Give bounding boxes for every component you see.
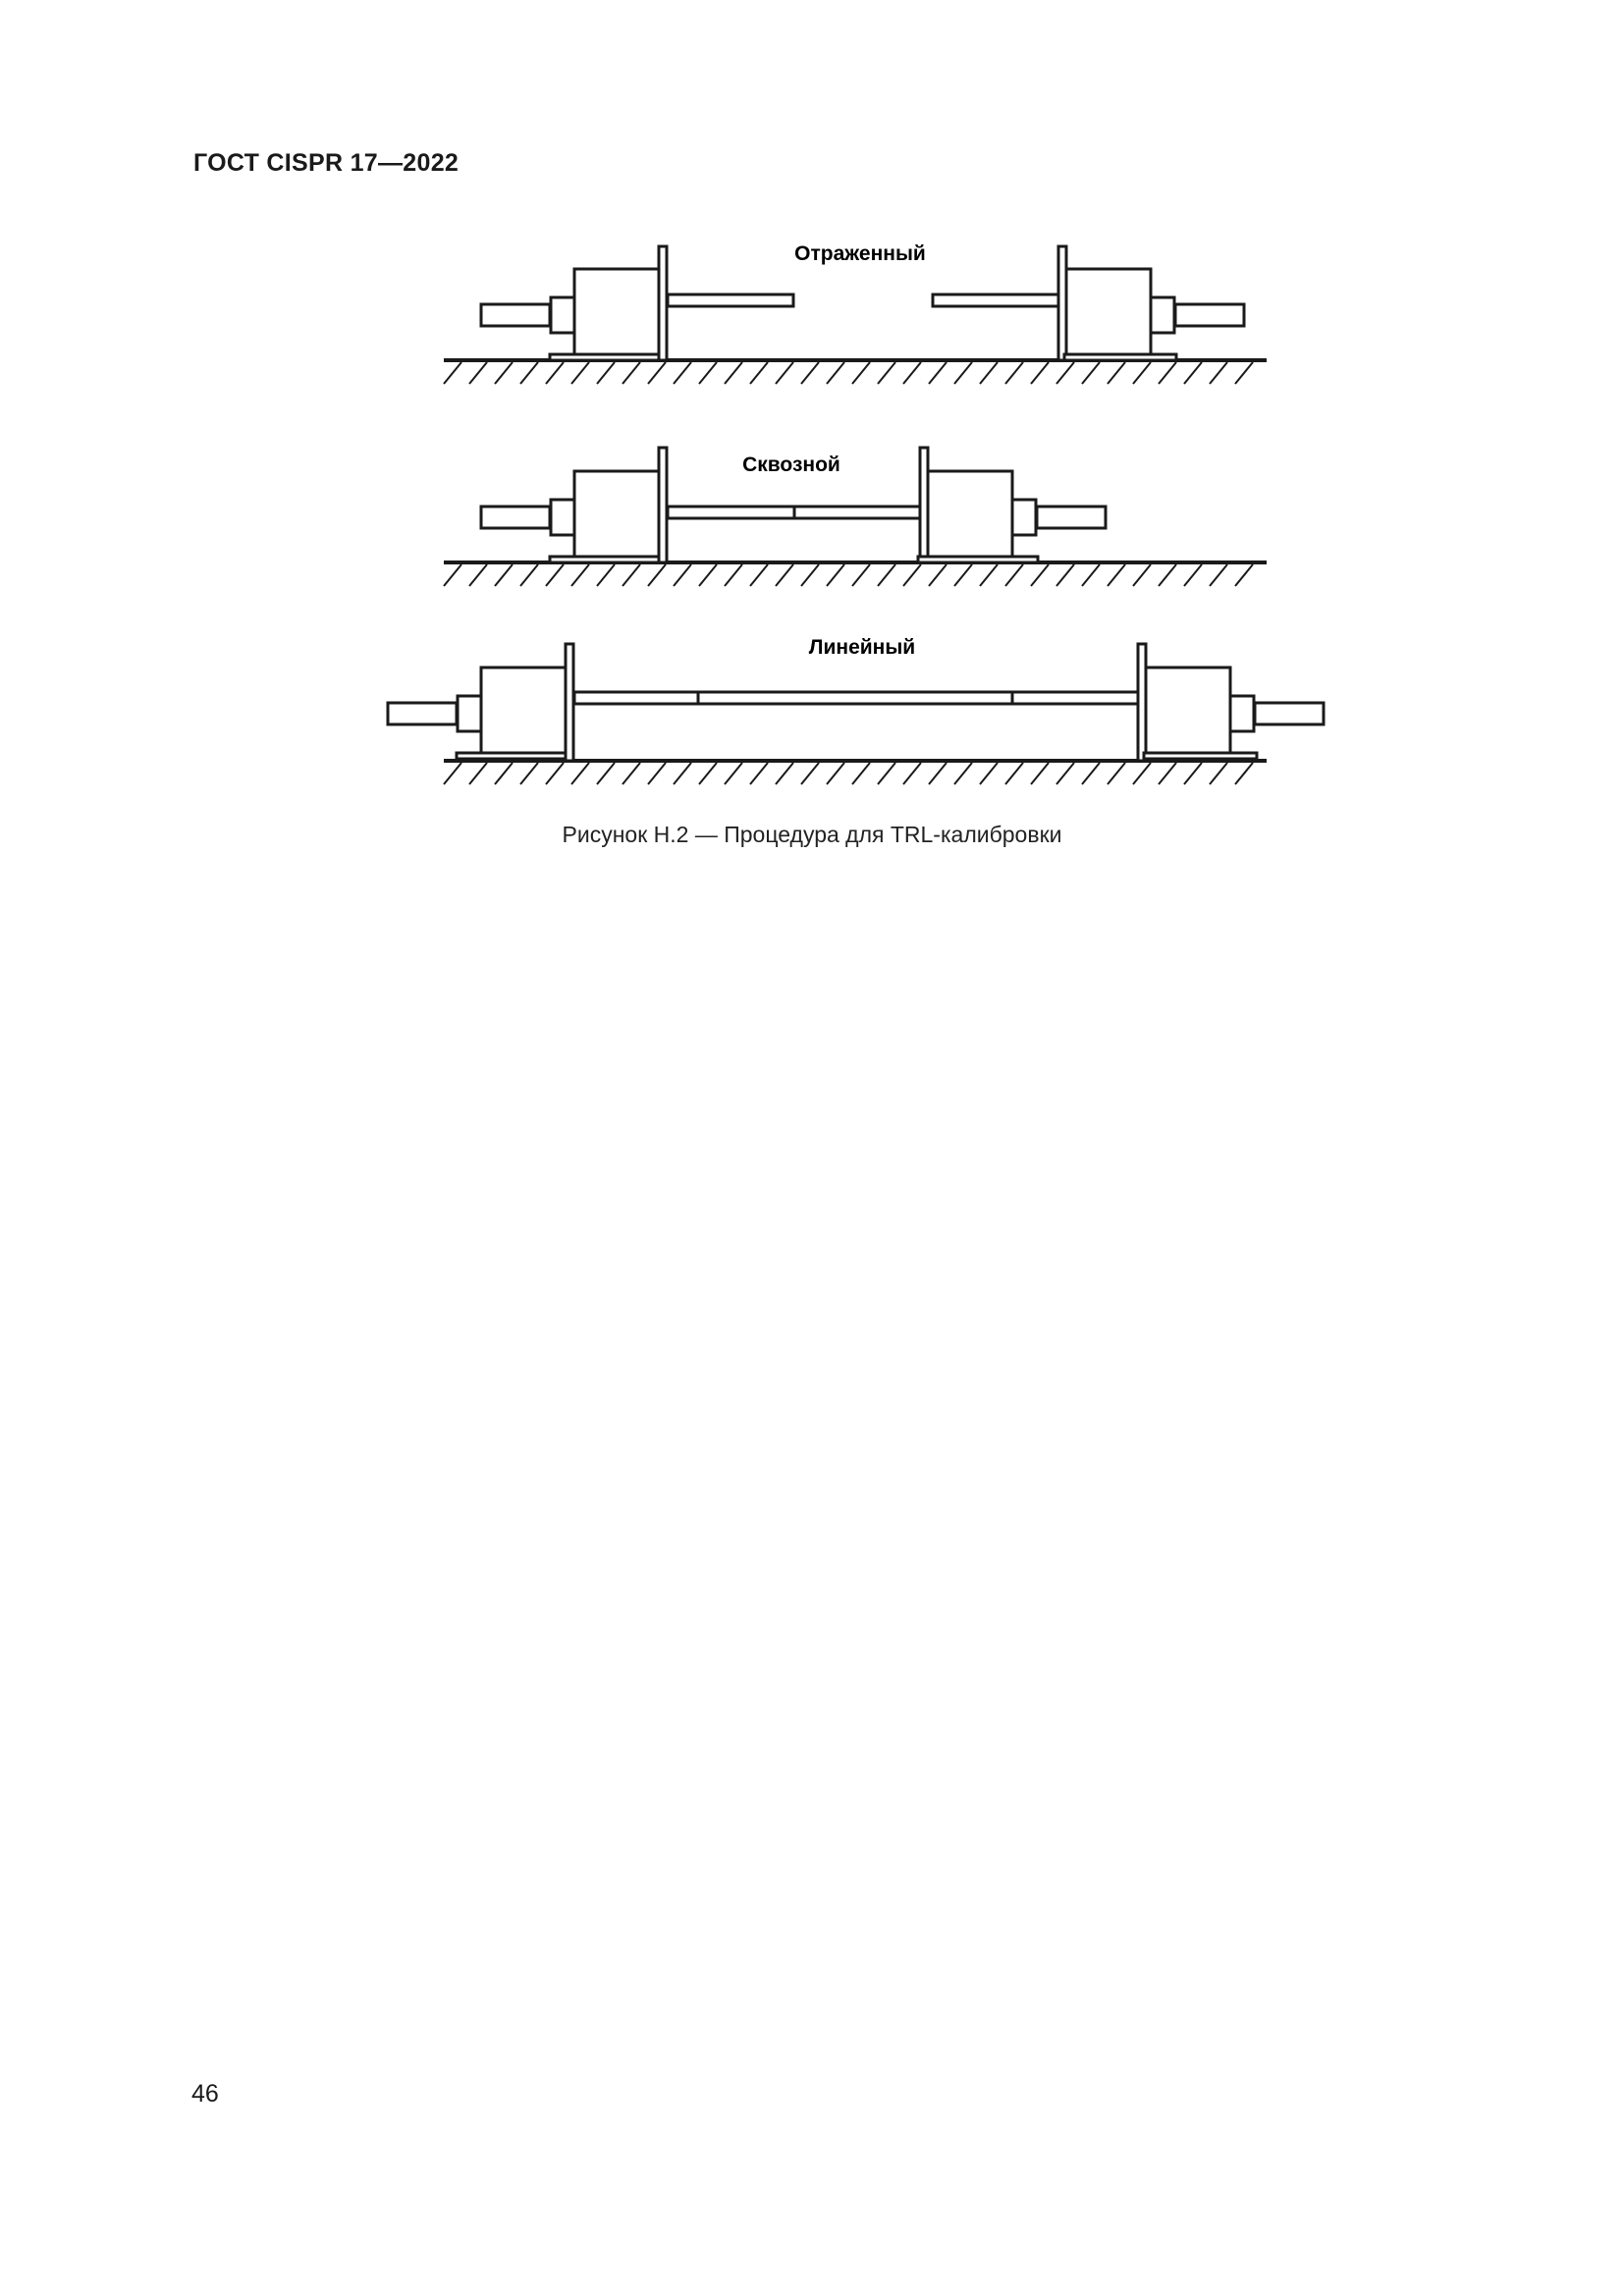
ground-hatch (444, 763, 1253, 784)
left-instrument-box (481, 667, 566, 754)
left-flange (659, 448, 667, 562)
left-reflect-stub (668, 294, 793, 306)
left-connector (551, 297, 574, 333)
ground-hatch (444, 362, 1253, 384)
right-instrument-box (1066, 269, 1151, 355)
left-base-plate (550, 354, 662, 360)
left-flange (659, 246, 667, 360)
left-connector (458, 696, 481, 731)
left-base-plate (550, 557, 662, 562)
right-cable (1255, 703, 1324, 724)
thru-line-right (794, 507, 920, 518)
panel-label-line: Линейный (808, 636, 916, 659)
panel-label-thru: Сквозной (742, 454, 840, 476)
line-segment-left (574, 692, 698, 704)
thru-line-left (668, 507, 794, 518)
right-connector (1230, 696, 1254, 731)
right-instrument-box (928, 471, 1012, 558)
right-instrument-box (1146, 667, 1230, 754)
panel-thru (444, 448, 1267, 586)
panel-line (388, 636, 1324, 784)
right-cable (1175, 304, 1244, 326)
right-reflect-stub (933, 294, 1058, 306)
right-base-plate (1144, 753, 1257, 759)
left-flange (566, 644, 573, 761)
line-segment-right (1012, 692, 1138, 704)
right-connector (1012, 500, 1036, 535)
trl-calibration-figure (0, 0, 1624, 883)
left-connector (551, 500, 574, 535)
left-cable (388, 703, 457, 724)
figure-caption: Рисунок Н.2 — Процедура для TRL-калибровки (562, 822, 1062, 847)
panel-reflect (444, 242, 1267, 384)
right-cable (1037, 507, 1106, 528)
right-connector (1151, 297, 1174, 333)
page-number: 46 (191, 2080, 219, 2108)
left-cable (481, 304, 550, 326)
document-header: ГОСТ CISPR 17—2022 (193, 149, 460, 177)
line-segment-middle (698, 692, 1012, 704)
right-base-plate (918, 557, 1038, 562)
right-base-plate (1064, 354, 1176, 360)
ground-hatch (444, 564, 1253, 586)
left-cable (481, 507, 550, 528)
left-base-plate (457, 753, 568, 759)
left-instrument-box (574, 269, 659, 355)
left-instrument-box (574, 471, 659, 558)
panel-label-reflect: Отраженный (794, 242, 926, 265)
